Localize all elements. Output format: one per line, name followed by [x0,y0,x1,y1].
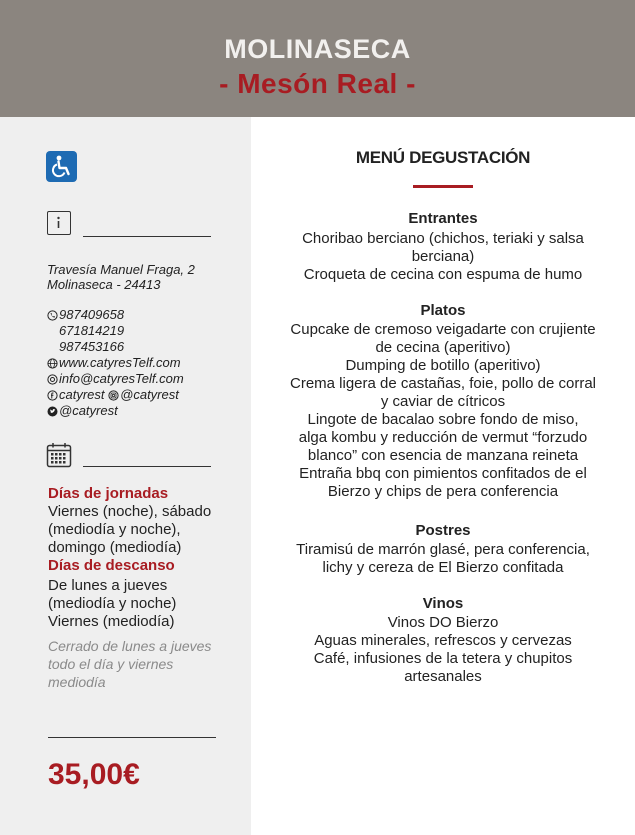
rest-line: (mediodía y noche) [48,595,177,612]
closed-line: mediodía [48,674,106,690]
schedule-line: (mediodía y noche), [48,521,181,538]
schedule-days [48,503,248,557]
starters-heading: Entrantes [408,210,478,227]
rest-line: Viernes (mediodía) [48,613,175,630]
phone-number[interactable]: 987453166 [59,339,125,354]
twitter-handle[interactable]: @catyrest [59,403,118,418]
desserts-heading: Postres [415,522,471,539]
dish-line: de cecina (aperitivo) [375,339,511,356]
schedule-line: Viernes (noche), sábado [48,503,212,520]
closed-note [48,637,243,691]
website-link[interactable]: www.catyresTelf.com [59,355,181,370]
phone-number[interactable]: 671814219 [59,323,125,338]
phone-row [59,339,124,354]
desserts-list [281,541,605,577]
price-divider [48,737,216,738]
calendar-icon [46,442,72,473]
dish-line: Tiramisú de marrón glasé, pera conferencia, [296,541,590,558]
dish-line: artesanales [404,668,482,685]
dish-line: Choribao berciano (chichos, teriaki y salsa [302,230,584,247]
social-row [47,387,179,402]
dish-line: y caviar de cítricos [380,393,506,410]
wines-list [281,614,605,686]
dish-line: Aguas minerales, refrescos y cervezas [314,632,572,649]
dish-line: Crema ligera de castañas, foie, pollo de corral [290,375,596,392]
info-icon [47,211,71,235]
dish-line: Lingote de bacalao sobre fondo de miso, [307,411,579,428]
dish-line: Croqueta de cecina con espuma de humo [303,266,583,283]
closed-line: todo el día y viernes [48,656,174,672]
instagram-icon [108,390,119,401]
schedule-days-title: Días de jornadas [48,485,169,502]
menu-title: MENÚ DEGUSTACIÓN [355,148,531,167]
rest-days-title: Días de descanso [48,557,175,574]
web-row [47,355,181,370]
schedule-divider [83,466,211,467]
twitter-icon [47,406,58,417]
restaurant-name: - Mesón Real - [219,68,416,99]
mains-heading: Platos [420,302,466,319]
address-line: Molinaseca - 24413 [47,277,161,292]
address [47,262,195,292]
phone-icon [47,310,58,321]
twitter-row [47,403,118,418]
dish-line: blanco” con esencia de manzana reineta [307,447,579,464]
email-link[interactable]: info@catyresTelf.com [59,371,184,386]
header-banner [0,0,635,117]
at-sign-icon [47,374,58,385]
wheelchair-accessible-icon [46,151,77,182]
rest-days [48,577,248,631]
phone-number[interactable]: 987409658 [59,307,125,322]
info-divider [83,236,211,237]
facebook-icon [47,390,58,401]
email-row [47,371,184,386]
info-sidebar [0,117,251,835]
dish-line: Café, infusiones de la tetera y chupitos [313,650,573,667]
menu-title-rule [413,185,473,188]
mains-list [281,321,605,501]
wines-heading: Vinos [422,595,464,612]
globe-icon [47,358,58,369]
dish-line: alga kombu y reducción de vermut “forzudo [298,429,588,446]
town-name: MOLINASECA [224,34,411,64]
schedule-line: domingo (mediodía) [48,539,182,556]
dish-line: berciana) [411,248,475,265]
dish-line: Dumping de botillo (aperitivo) [345,357,541,374]
dish-line: Entraña bbq con pimientos confitados de el [299,465,587,482]
closed-line: Cerrado de lunes a jueves [48,638,212,654]
phone-row [47,307,124,322]
menu-price: 35,00€ [48,758,140,791]
instagram-handle[interactable]: @catyrest [120,387,179,402]
dish-line: lichy y cereza de El Bierzo confitada [322,559,564,576]
phone-row [59,323,124,338]
dish-line: Bierzo y chips de pera conferencia [327,483,559,500]
dish-line: Vinos DO Bierzo [387,614,499,631]
facebook-handle[interactable]: catyrest [59,387,105,402]
address-line: Travesía Manuel Fraga, 2 [47,262,195,277]
rest-line: De lunes a jueves [48,577,168,594]
starters-list [281,230,605,284]
dish-line: Cupcake de cremoso veigadarte con crujiente [290,321,596,338]
